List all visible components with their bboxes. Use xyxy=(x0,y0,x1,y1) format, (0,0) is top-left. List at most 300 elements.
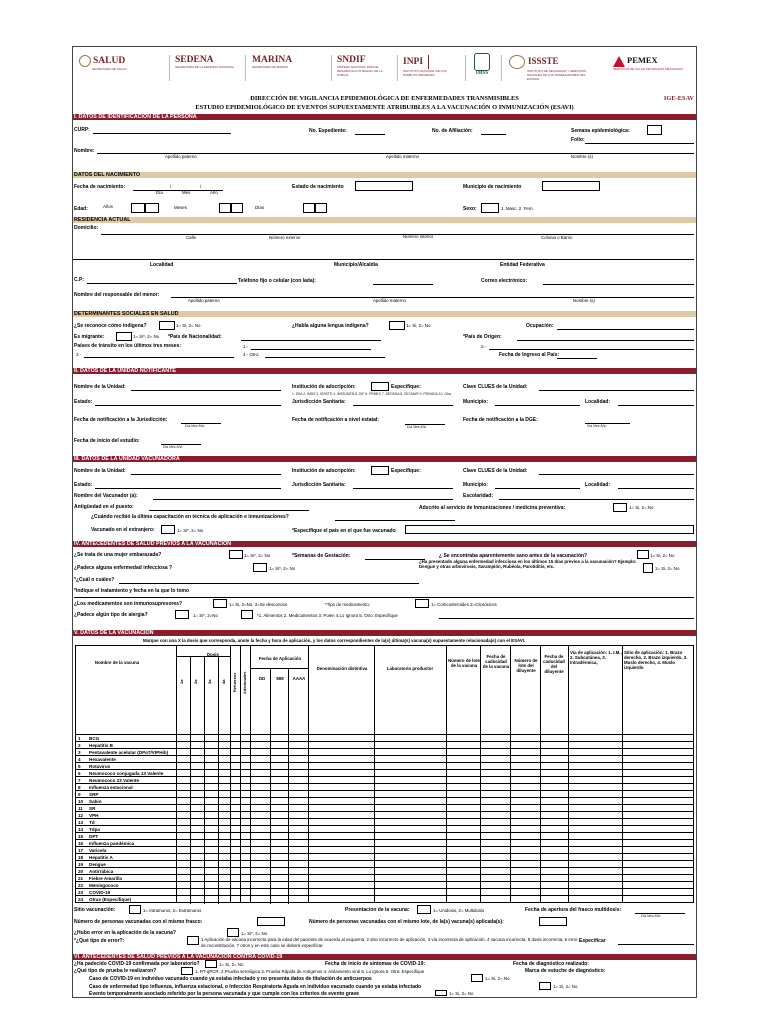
institucion-label: Institución de adscripción: xyxy=(292,384,356,390)
vaccine-row-number: 23 xyxy=(78,890,84,895)
inmunosupresores-options: 1= Si, 2=No, 3=Se desconoce xyxy=(229,602,288,607)
vaccine-name: DPT xyxy=(89,834,99,839)
num-int-caption: Número interior xyxy=(403,234,434,239)
institucion-options: 1. SSA 2. IMSS 3. ISSSTE 4. IMSS-BIEN 5. DIF 6. PEMEX 7. SEDENA 8. SECMAR 9. PRIVADA 10. Otra xyxy=(292,392,451,396)
ap-paterno-caption: Apellido paterno xyxy=(165,154,197,159)
estado-nacimiento-box[interactable] xyxy=(355,181,413,191)
calle-caption: Calle xyxy=(186,235,197,240)
error-options: 1= Si*, 2= No xyxy=(241,931,268,936)
vaccine-name: COVID-19 xyxy=(89,890,111,895)
expediente-label: No. Expediente: xyxy=(309,128,347,134)
col-sitio-aplicacion: Sitio de aplicación: 1. Brazo derecho, 2. Brazo izquierdo, 3. Muslo derecho, 4. Muslo izquierdo xyxy=(624,650,688,670)
col-dosis-3: 3a xyxy=(207,679,212,684)
vac-localidad-field[interactable] xyxy=(618,488,694,489)
vac-estado-field[interactable] xyxy=(95,488,281,489)
especificar-field[interactable] xyxy=(618,944,694,945)
pais-vacunado-box[interactable] xyxy=(405,525,694,534)
semana-box[interactable] xyxy=(647,125,662,135)
vacunacion-instrucciones: Marque con una X la dosis que corresponda, anote la fecha y hora de aplicación, y los datos correspondientes de la(s) última(s) vacuna(s) supuestamente relacionada(s) con el ESAVI. xyxy=(143,638,526,643)
col-dosis-4: 4a xyxy=(221,679,226,684)
section-determinantes: DETERMINANTES SOCIALES EN SALUD xyxy=(73,311,696,317)
error-tipo-list: 1 Aplicación de vacuna incorrecta para la edad del paciente de acuerdo al esquema, 2 sitio incorrecto de aplicación, 3 vía incorrecta de aplicación, 4 vacuna incorrecta, 5 dosis incorrecta, 6 error de reconstitución, 7 otros y en este caso se deberá especificar. xyxy=(201,937,578,948)
edad-anios-box-1[interactable] xyxy=(131,203,145,213)
adscrito-label: Adscrito al servicio de Inmunizaciones / medicina preventiva: xyxy=(419,505,566,511)
fecha-diagnostico-label: Fecha de diagnóstico realizado: xyxy=(513,961,589,967)
form-titles xyxy=(73,95,696,112)
col-dosis: Dosis xyxy=(207,652,219,657)
fecha-ingreso-field[interactable] xyxy=(557,358,597,359)
correo-field[interactable] xyxy=(543,284,694,285)
vaccine-name: VPH xyxy=(89,813,99,818)
vaccine-row-number: 14 xyxy=(78,827,84,832)
responsable-label: Nombre del responsable del menor: xyxy=(74,292,160,298)
estado-field[interactable] xyxy=(95,405,281,406)
fecha-slash-2: / xyxy=(200,184,202,189)
sano-box[interactable] xyxy=(637,550,649,559)
pais-nacionalidad-field[interactable] xyxy=(241,340,381,341)
sedena-logo: SEDENA SECRETARÍA DE LA DEFENSA NACIONAL xyxy=(175,55,235,69)
transito-2-field[interactable] xyxy=(489,349,694,350)
infecciosa-label: ¿Padece alguna enfermedad infecciosa ? xyxy=(74,565,173,571)
ap-materno-caption: Apellido materno xyxy=(386,154,419,159)
institution-logos xyxy=(73,47,696,87)
imss-eagle-icon xyxy=(474,53,490,71)
antiguedad-label: Antigüedad en el puesto: xyxy=(74,504,134,510)
vaccine-row-number: 11 xyxy=(78,806,83,811)
ocupacion-label: Ocupación: xyxy=(526,323,554,329)
meses-label: Meses xyxy=(174,205,187,210)
col-fecha-aplicacion: Fecha de Aplicación xyxy=(258,656,302,661)
col-dosis-2: 2a xyxy=(193,679,198,684)
covid-lab-box[interactable] xyxy=(205,960,217,968)
mes-caption: Mes xyxy=(182,190,191,195)
pemex-logo: PEMEX SERVICIOS DE SALUD PETRÓLEOS MEXICANOS xyxy=(613,55,684,71)
correo-label: Correo electrónico: xyxy=(481,278,528,284)
presentacion-box[interactable] xyxy=(417,905,431,914)
municipio-nacimiento-box[interactable] xyxy=(542,181,600,191)
infecciosa-box[interactable] xyxy=(253,563,267,572)
cual-field[interactable] xyxy=(119,583,419,584)
caso2-label: Caso de enfermedad tipo influenza, influenza estacional, o Infección Respiratoria Aguda en individuo vacunado cuando ya estaba infectado xyxy=(89,984,422,990)
col-lote-vacuna: Número de lote de la vacuna xyxy=(448,658,480,668)
vaccine-table xyxy=(75,645,694,903)
lengua-box[interactable] xyxy=(389,321,405,330)
transito-2: 2.- xyxy=(481,344,487,349)
cp-field[interactable] xyxy=(87,283,237,284)
capacitacion-field[interactable] xyxy=(335,520,455,521)
resp-nombres-caption: Nombre (s) xyxy=(573,298,595,303)
notif-dge-label: Fecha de notificación a la DGE: xyxy=(463,417,538,423)
pemex-eagle-icon xyxy=(613,56,625,67)
domicilio-label: Domicilio: xyxy=(74,225,99,231)
vaccine-row-number: 12 xyxy=(78,813,84,818)
num-lote-box[interactable] xyxy=(539,917,567,926)
indigena-label: ¿Se reconoce cómo indígena? xyxy=(74,323,147,329)
apertura-dma-caption: Día Mes Año xyxy=(641,914,661,918)
col-caducidad-vacuna: Fecha de caducidad de la vacuna xyxy=(482,654,510,669)
error-label: ¿Hubo error en la aplicación de la vacuna? xyxy=(74,930,176,936)
embarazo-box[interactable] xyxy=(229,550,243,559)
migrante-box[interactable] xyxy=(116,332,132,341)
vac-clues-label: Clave CLUES de la Unidad: xyxy=(463,468,528,474)
municipio-field[interactable] xyxy=(495,405,580,406)
clues-field[interactable] xyxy=(539,390,694,391)
localidad-field[interactable] xyxy=(73,259,694,260)
section-unidad-vacunadora: III. DATOS DE LA UNIDAD VACUNADORA xyxy=(73,456,696,462)
vaccine-name: BCG xyxy=(89,736,100,741)
pais-origen-field[interactable] xyxy=(517,340,694,341)
inmunosupresores-box[interactable] xyxy=(213,599,227,608)
edad-meses-box-1[interactable] xyxy=(219,203,231,213)
imss-logo: IMSS xyxy=(472,53,492,76)
col-lote-diluyente: Número de lote del diluyente xyxy=(514,658,538,673)
colonia-caption: Colonia o Barrio xyxy=(541,235,573,240)
alergia-box[interactable] xyxy=(175,610,189,619)
responsable-field[interactable] xyxy=(171,297,694,298)
alergia-label: ¿Padece algún tipo de alergia? xyxy=(74,612,148,618)
vaccine-row-number: 15 xyxy=(78,834,84,839)
vaccine-row-number: 4 xyxy=(78,757,81,762)
form-code: IGE-ESAV xyxy=(663,95,694,102)
vac-jurisdiccion-field[interactable] xyxy=(353,488,453,489)
col-nombre-vacuna: Nombre de la vacuna xyxy=(94,660,140,665)
vaccine-name: Influenza pandémica xyxy=(89,841,135,846)
sitio-vacunacion-options: 1= Intramuros, 2= Extramuros xyxy=(143,908,202,913)
migrante-options: 1= Si*, 2= No xyxy=(133,334,160,339)
apertura-label: Fecha de apertura del frasco multidosis: xyxy=(525,907,622,913)
num-frasco-label: Número de personas vacunadas con el mismo frasco: xyxy=(74,919,203,925)
vaccine-name: Varicela xyxy=(89,848,107,853)
jurisdiccion-field[interactable] xyxy=(353,405,453,406)
vaccine-name: Meningococo xyxy=(89,883,119,888)
fecha-ingreso-label: Fecha de Ingreso al País: xyxy=(499,352,560,358)
vaccine-name: Antirrábica xyxy=(89,869,114,874)
alergia-tipo-box[interactable] xyxy=(241,610,253,619)
tipo-medicamento-options: 1= Corticosteroides 2=Citotóxicos xyxy=(431,602,497,607)
capacitacion-label: ¿Cuándo recibió la última capacitación en técnica de aplicación e inmunizaciones? xyxy=(91,514,289,520)
col-via-aplicacion: Vía de aplicación: 1. I.M., 2. Subcutánea, 3. Intradérmica, xyxy=(570,650,622,665)
resp-ap-materno-caption: Apellido materno xyxy=(373,298,406,303)
vaccine-row-number: 9 xyxy=(78,792,81,797)
alergia-especifique-field[interactable] xyxy=(439,618,694,619)
edad-dias-box-2[interactable] xyxy=(315,203,327,213)
vaccine-name: Hepatitis B xyxy=(89,743,113,748)
vac-clues-field[interactable] xyxy=(539,474,694,475)
vaccine-row-number: 20 xyxy=(78,869,84,874)
caso1-box[interactable] xyxy=(471,974,483,982)
dma-caption-1: Día Mes Año xyxy=(185,424,205,428)
vaccine-name: Rotavirus xyxy=(89,764,111,769)
vaccine-name: Neumococo conjugada 13 Valente xyxy=(89,771,164,776)
municipio-label: Municipio: xyxy=(463,399,488,405)
vac-especifique-label: Especifique: xyxy=(391,468,421,474)
ocupacion-field[interactable] xyxy=(557,329,694,330)
indigena-box[interactable] xyxy=(159,321,175,330)
col-adicionales: Adicionales xyxy=(242,671,247,694)
unidad-vacunadora-label: Nombre de la Unidad: xyxy=(74,468,126,474)
inicio-estudio-label: Fecha de inicio del estudio: xyxy=(74,438,140,444)
notif-estatal-label: Fecha de notificación a nivel estatal: xyxy=(292,417,379,423)
salud-logo: SALUD SECRETARÍA DE SALUD xyxy=(79,55,127,71)
unidad-notificante-label: Nombre de la Unidad: xyxy=(74,384,126,390)
curp-field[interactable] xyxy=(93,133,231,134)
vaccine-row-number: 10 xyxy=(78,799,84,804)
sano-label: ¿ Se encontraba aparentemente sano antes de la vacunación? xyxy=(439,553,588,559)
entidad-caption: Entidad Federativa xyxy=(500,262,545,268)
especificar-label: Especificar xyxy=(579,938,606,944)
vaccine-name: Influenza estacional xyxy=(89,785,133,790)
vaccine-row-number: 7 xyxy=(78,778,81,783)
vac-municipio-field[interactable] xyxy=(495,488,580,489)
presentacion-label: Presentación de la vacuna: xyxy=(345,907,410,913)
jurisdiccion-label: Jurisdicción Sanitaria: xyxy=(292,399,346,405)
dia-caption: Día xyxy=(156,190,163,195)
marina-logo: MARINA SECRETARÍA DE MARINA xyxy=(252,55,293,69)
migrante-label: Es migrante: xyxy=(74,334,105,340)
marca-label: Marca de estuche de diagnóstico: xyxy=(525,968,606,974)
semana-label: Semana epidemiológica: xyxy=(571,128,630,134)
section-antecedentes: IV. ANTECEDENTES DE SALUD PREVIOS A LA VACUNACIÓN xyxy=(73,541,696,547)
unidad-notificante-field[interactable] xyxy=(131,390,281,391)
telefono-label: Teléfono fijo o celular (con lada): xyxy=(238,278,316,284)
notif-jurisdiccion-label: Fecha de notificación a la Jurisdicción: xyxy=(74,417,168,423)
cp-label: C.P: xyxy=(74,277,84,283)
col-mm: MM xyxy=(276,676,284,681)
municipio-caption: Municipio/Alcaldía xyxy=(334,262,378,268)
extranjero-options: 1= Si*, 2= No xyxy=(177,528,204,533)
error-tipo-box[interactable] xyxy=(187,936,199,945)
nombre-label: Nombre: xyxy=(74,148,95,154)
municipio-nacimiento-label: Municipio de nacimiento xyxy=(463,184,522,190)
vaccine-row-number: 6 xyxy=(78,771,81,776)
num-frasco-box[interactable] xyxy=(257,917,285,926)
caso3-options: 1= Si, 2= No xyxy=(449,991,474,996)
title-direccion: DIRECCIÓN DE VIGILANCIA EPIDEMIOLÓGICA DE ENFERMEDADES TRANSMISIBLES xyxy=(250,95,519,102)
embarazo-label: ¿Se trata de una mujer embarazada? xyxy=(74,552,162,558)
escolaridad-label: Escolaridad: xyxy=(463,493,494,499)
semanas-label: *Semanas de Gestación: xyxy=(292,553,351,559)
vaccine-row-number: 5 xyxy=(78,764,81,769)
embarazo-options: 1= Si*, 2= No xyxy=(244,553,271,558)
issste-hands-icon xyxy=(509,55,525,69)
title-estudio: ESTUDIO EPIDEMIOLÓGICO DE EVENTOS SUPUESTAMENTE ATRIBUIBLES A LA VACUNACIÓN O INMUNIZACIÓN (ESAVI) xyxy=(195,103,574,111)
vaccine-row-number: 17 xyxy=(78,848,84,853)
vaccine-row-number: 22 xyxy=(78,883,84,888)
unidad-vacunadora-field[interactable] xyxy=(131,474,281,475)
especifique-label: Especifique: xyxy=(391,384,421,390)
indigena-options: 1= Si, 2= No xyxy=(176,323,201,328)
vac-municipio-label: Municipio: xyxy=(463,482,488,488)
localidad-field[interactable] xyxy=(618,405,694,406)
vaccine-row-number: 1 xyxy=(78,736,81,741)
resp-ap-paterno-caption: Apellido paterno xyxy=(188,298,220,303)
vaccine-name: Otras (Especifique) xyxy=(89,897,132,902)
staff-icon xyxy=(428,55,429,69)
vacunador-field[interactable] xyxy=(153,499,453,500)
sano-options: 1= Si, 2= No xyxy=(650,553,675,558)
semanas-field[interactable] xyxy=(365,559,425,560)
pais-nacionalidad-label: *País de Nacionalidad: xyxy=(168,334,222,340)
tratamiento-field[interactable] xyxy=(74,597,694,598)
esavi-form xyxy=(72,46,697,998)
vac-institucion-label: Institución de adscripción: xyxy=(292,468,356,474)
curp-label: CURP: xyxy=(74,127,90,133)
estado-label: Estado: xyxy=(74,399,93,405)
prueba-box[interactable] xyxy=(181,967,193,975)
vaccine-row-number: 19 xyxy=(78,862,84,867)
sitio-vacunacion-label: Sitio vacunación: xyxy=(74,907,116,913)
vaccine-name: Pentavalente acelular (DPaT/VIPHib) xyxy=(89,750,169,755)
sexo-box[interactable] xyxy=(481,203,499,213)
pais-origen-label: *País de Origen: xyxy=(463,334,502,340)
transito-3: 3.- xyxy=(76,352,82,357)
tipo-medicamento-box[interactable] xyxy=(415,599,429,608)
vaccine-name: Td xyxy=(89,820,95,825)
afiliacion-field[interactable] xyxy=(481,134,506,135)
issste-logo: ISSSTE INSTITUTO DE SEGURIDAD Y SERVICIOS SOCIALES DE LOS TRABAJADORES DEL ESTADO xyxy=(509,55,587,81)
section-residencia: RESIDENCIA ACTUAL xyxy=(73,217,696,223)
nombres-caption: Nombre (s) xyxy=(571,154,593,159)
vaccine-name: Hepatitis A xyxy=(89,855,113,860)
vaccine-name: SR xyxy=(89,806,96,811)
edad-anios-box-2[interactable] xyxy=(145,203,159,213)
col-aaaa: AAAA xyxy=(292,676,306,681)
vaccine-row-number: 13 xyxy=(78,820,84,825)
vaccine-row-number: 18 xyxy=(78,855,84,860)
vaccine-row[interactable] xyxy=(76,895,693,903)
covid-lab-label: ¿Ha padecido COVID-19 confirmada por laboratorio? xyxy=(74,961,200,967)
sitio-vacunacion-box[interactable] xyxy=(129,905,141,914)
dma-caption-2: Día Mes Año xyxy=(407,425,427,429)
vaccine-name: Dengue xyxy=(89,862,106,867)
transito-label: Países de tránsito en los últimos tres meses: xyxy=(74,343,181,349)
presentado-label: ¿Ha presentado alguna enfermedad infecciosa en los últimos 15 días previos a la vacunación? Ejemplo: Dengue y otras arbovirosis, Sarampión, Rubéola, Parotiditis, etc. xyxy=(419,559,637,570)
presentacion-options: 1= Unidosis, 2= Multidosis xyxy=(433,908,485,913)
caso3-box[interactable] xyxy=(435,990,447,996)
covid-lab-options: 1= Si, 2= No xyxy=(219,962,244,967)
presentado-options: 1= Si, 2= No xyxy=(655,566,680,571)
escolaridad-field[interactable] xyxy=(499,499,694,500)
col-denominacion: Denominación distintiva xyxy=(316,666,368,671)
fecha-nacimiento-label: Fecha de nacimiento: xyxy=(74,184,126,190)
dias-label: Días xyxy=(255,205,265,210)
caso1-options: 1= Si, 2= No xyxy=(485,976,510,981)
edad-meses-box-2[interactable] xyxy=(231,203,243,213)
alergia-options: 1= Si*, 2=No xyxy=(193,613,218,618)
telefono-field[interactable] xyxy=(373,284,433,285)
vaccine-name: Sabin xyxy=(89,799,102,804)
afiliacion-label: No. de Afiliación: xyxy=(432,128,473,134)
estado-nacimiento-label: Estado de nacimiento xyxy=(292,184,344,190)
transito-1: 1.- xyxy=(243,344,249,349)
vaccine-row-number: 16 xyxy=(78,841,84,846)
prueba-label: ¿Qué tipo de prueba le realizaron? xyxy=(74,968,157,974)
alergia-tipos: *1. Alimentos 2. Medicamentos 3. Polen 4.Lo Ignora 5. Otro: Especifique xyxy=(257,613,398,618)
caso2-options: 1= Si, 2= No xyxy=(553,984,578,989)
vaccine-row-number: 2 xyxy=(78,743,81,748)
inmunosupresores-label: ¿Los medicamentos son inmunosupresores? xyxy=(74,601,183,607)
vac-institucion-box[interactable] xyxy=(371,466,389,475)
extranjero-label: Vacunado en el extranjero: xyxy=(91,527,155,533)
dma-caption-3: Día Mes Año xyxy=(587,424,607,428)
inicio-sintomas-label: Fecha de inicio de síntomas de COVID-19: xyxy=(325,961,426,967)
cual-label: *¿Cuál o cuáles? xyxy=(74,577,115,583)
transito-3-field[interactable] xyxy=(84,357,234,358)
presentado-box[interactable] xyxy=(643,563,653,573)
localidad-caption: Localidad xyxy=(150,262,174,268)
adscrito-options: 1= Si, 2= No xyxy=(629,505,654,510)
col-caducidad-diluyente: Fecha de caducidad del diluyente xyxy=(543,654,565,674)
infecciosa-options: 1= Si*, 2= No xyxy=(269,566,296,571)
section-unidad-notificante: II. DATOS DE LA UNIDAD NOTIFICANTE xyxy=(73,368,696,374)
lengua-label: ¿Habla alguna lengua indígena? xyxy=(292,323,369,329)
col-dosis-1: 1a xyxy=(179,679,184,684)
inpi-logo: INPI INSTITUTO NACIONAL DE LOS PUEBLOS INDÍGENAS xyxy=(403,55,447,77)
eagle-seal-icon xyxy=(79,55,91,67)
extranjero-box[interactable] xyxy=(161,525,175,534)
caso2-box[interactable] xyxy=(539,982,551,990)
col-refuerzos: Refuerzos xyxy=(232,672,237,692)
col-dd: DD xyxy=(258,676,266,681)
vaccine-name: Hexavalente xyxy=(89,757,116,762)
folio-field[interactable] xyxy=(585,143,694,144)
vaccine-row-number: 24 xyxy=(78,897,84,902)
folio-label: Folio: xyxy=(571,137,585,143)
clues-label: Clave CLUES de la Unidad: xyxy=(463,384,528,390)
localidad-label: Localidad: xyxy=(585,399,611,405)
vaccine-row-number: 3 xyxy=(78,750,81,755)
caso1-label: Caso de COVID-19 en individuo vacunado cuando ya estaba infectado y no presenta datos de titulación de anticuerpos xyxy=(89,976,372,982)
edad-dias-box-1[interactable] xyxy=(303,203,315,213)
vaccine-row-number: 8 xyxy=(78,785,81,790)
adscrito-box[interactable] xyxy=(613,503,627,512)
sexo-label: Sexo: xyxy=(463,206,477,212)
caso3-label: Evento temporalmente asociado referido por la persona vacunada y que cumple con los criterios de evento grave xyxy=(89,991,360,997)
fecha-slash-1: / xyxy=(170,184,172,189)
vacunador-label: Nombre del Vacunador (a): xyxy=(74,493,138,499)
vac-localidad-label: Localidad: xyxy=(585,482,611,488)
pais-vacunado-label: *Especifique el país en el que fue vacunado xyxy=(292,528,396,534)
vaccine-name: Tdpa xyxy=(89,827,100,832)
expediente-field[interactable] xyxy=(355,134,385,135)
institucion-box[interactable] xyxy=(371,382,389,391)
prueba-options: 1. RT-qPCR. 2.Prueba serológica 3. Prueba Rápida de Antígenos 4. Aislamiento viral 5. Lo ignora 6. Otra: Especifique xyxy=(195,969,425,974)
num-lote-label: Número de personas vacunadas con el mismo lote, de la(s) vacuna(s) aplicada(s): xyxy=(309,919,504,925)
dma-caption-4: Día Mes Año xyxy=(163,445,183,449)
vaccine-name: Fiebre Amarilla xyxy=(89,876,123,881)
sexo-options: 1. Masc. 2. Fem. xyxy=(501,206,534,211)
section-vacunacion: V. DATOS DE LA VACUNACIÓN xyxy=(73,630,696,636)
num-ext-caption: Número exterior xyxy=(269,235,301,240)
vac-estado-label: Estado: xyxy=(74,482,93,488)
vaccine-row-number: 21 xyxy=(78,876,84,881)
transito-4-field[interactable] xyxy=(265,357,385,358)
error-box[interactable] xyxy=(227,928,239,937)
tipo-medicamento-label: *Tipo de medicamento: xyxy=(325,602,370,607)
antiguedad-field[interactable] xyxy=(149,510,309,511)
section-covid: VI. ANTECEDENTES DE SALUD PREVIOS A LA VACUNACIÓN CONTRA COVID-19 xyxy=(73,954,696,960)
vac-jurisdiccion-label: Jurisdicción Sanitaria: xyxy=(292,482,346,488)
section-nacimiento: DATOS DEL NACIMIENTO xyxy=(73,172,696,178)
transito-4: 4.- Otro: xyxy=(243,352,260,357)
edad-label: Edad: xyxy=(74,206,88,212)
vaccine-name: Neumococo 23 Valente xyxy=(89,778,140,783)
tratamiento-label: *Indique el tratamiento y fecha en la que lo tomo xyxy=(74,588,190,594)
anio-caption: Año xyxy=(210,190,218,195)
transito-1-field[interactable] xyxy=(251,349,371,350)
anios-label: Años xyxy=(103,204,114,209)
error-tipo-label: *¿Qué tipo de error?: xyxy=(74,938,125,944)
